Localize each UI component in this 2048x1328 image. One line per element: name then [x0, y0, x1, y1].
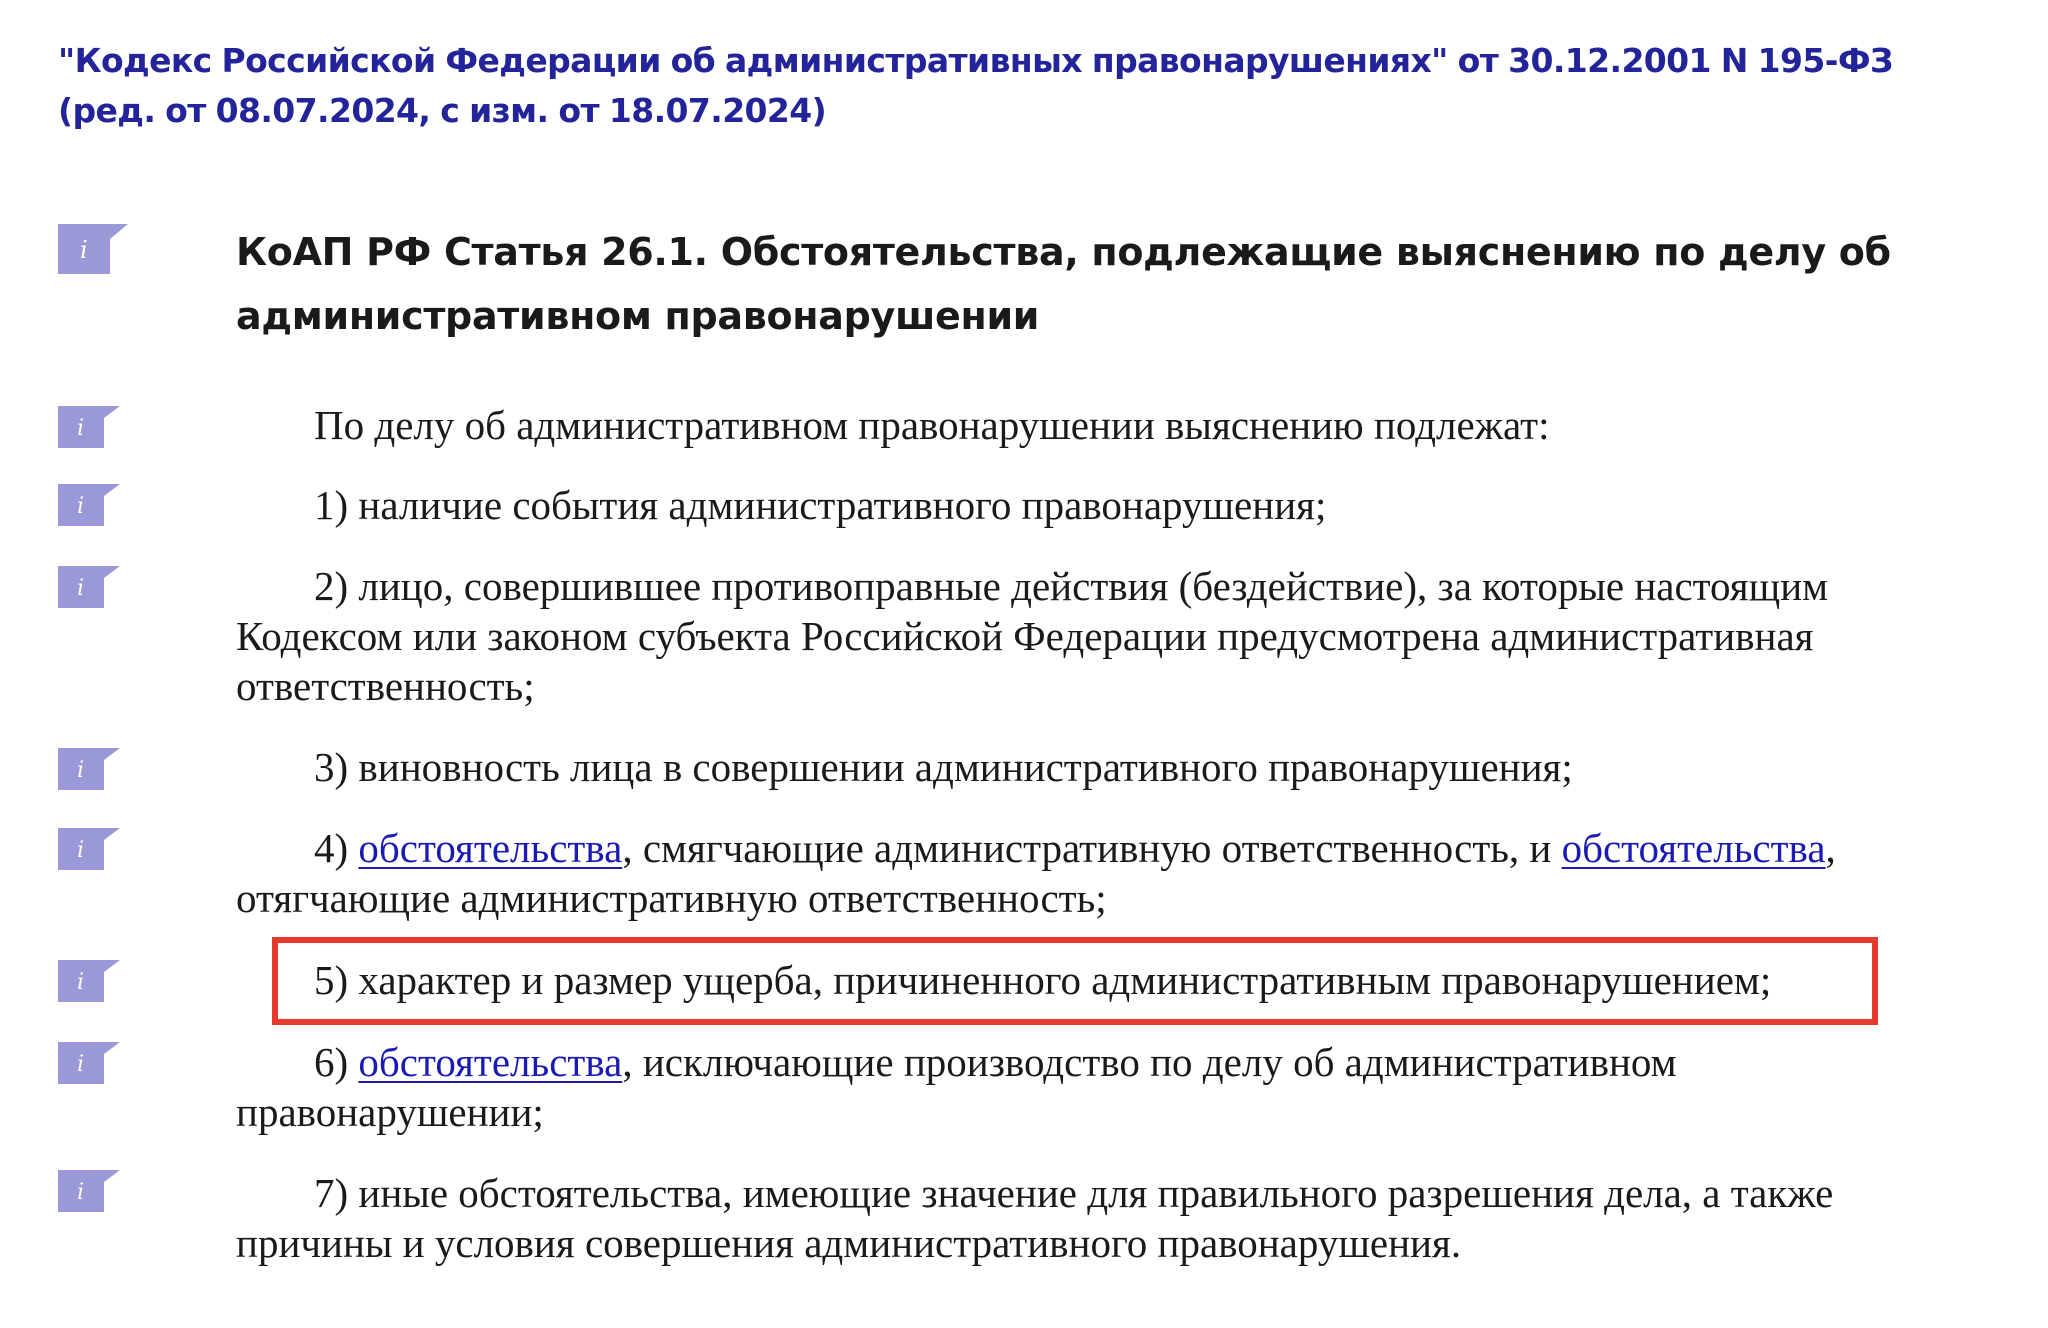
- info-icon[interactable]: [56, 746, 120, 794]
- highlight-box: [272, 937, 1878, 1025]
- article-item-4: [236, 823, 1936, 923]
- article-item-3: 3) виновность лица в совершении административного правонарушения;: [314, 744, 1573, 790]
- article-item-2: 2) лицо, совершившее противоправные действия (бездействие), за которые настоящим Кодексом или законом субъекта Российской Федерации предусмотрена административная ответственность;: [236, 563, 1829, 709]
- item-6-prefix: 6): [314, 1039, 359, 1085]
- info-icon[interactable]: [56, 564, 120, 612]
- document-title-link[interactable]: "Кодекс Российской Федерации об административных правонарушениях" от 30.12.2001 N 195-ФЗ (ред. от 08.07.2024, с изм. от 18.07.2024): [58, 41, 1893, 130]
- circumstances-link[interactable]: обстоятельства: [358, 1039, 623, 1085]
- info-icon[interactable]: [56, 958, 120, 1006]
- article-item-7: 7) иные обстоятельства, имеющие значение для правильного разрешения дела, а также причины и условия совершения административного правонарушения.: [236, 1170, 1834, 1266]
- info-icon[interactable]: [56, 404, 120, 452]
- article-intro: По делу об административном правонарушении выяснению подлежат:: [314, 402, 1550, 448]
- info-icon-label: i: [77, 1180, 85, 1205]
- info-icon-label: i: [77, 416, 85, 441]
- info-icon-label: i: [77, 838, 85, 863]
- info-icon[interactable]: [56, 482, 120, 530]
- info-icon[interactable]: [56, 222, 120, 270]
- info-icon-label: i: [77, 758, 85, 783]
- item-6-suffix: , исключающие производство по делу об административном правонарушении;: [236, 1039, 1677, 1135]
- info-icon-label: i: [77, 970, 85, 995]
- item-4-suffix: , отягчающие административную ответственность;: [236, 825, 1836, 921]
- article-item-1: 1) наличие события административного правонарушения;: [314, 482, 1327, 528]
- article-item-5: 5) характер и размер ущерба, причиненного административным правонарушением;: [314, 957, 1772, 1003]
- info-icon-label: i: [77, 576, 85, 601]
- info-icon[interactable]: [56, 826, 120, 874]
- circumstances-link[interactable]: обстоятельства: [358, 825, 623, 871]
- info-icon-label: i: [80, 236, 88, 264]
- article-item-6: [236, 1037, 1936, 1137]
- circumstances-link[interactable]: обстоятельства: [1561, 825, 1826, 871]
- info-icon[interactable]: [56, 1040, 120, 1088]
- item-4-middle: , смягчающие административную ответственность, и: [622, 825, 1562, 871]
- item-4-prefix: 4): [314, 825, 359, 871]
- info-icon[interactable]: [56, 1168, 120, 1216]
- info-icon-label: i: [77, 1052, 85, 1077]
- article-heading: КоАП РФ Статья 26.1. Обстоятельства, подлежащие выяснению по делу об административном правонарушении: [236, 230, 1891, 338]
- info-icon-label: i: [77, 494, 85, 519]
